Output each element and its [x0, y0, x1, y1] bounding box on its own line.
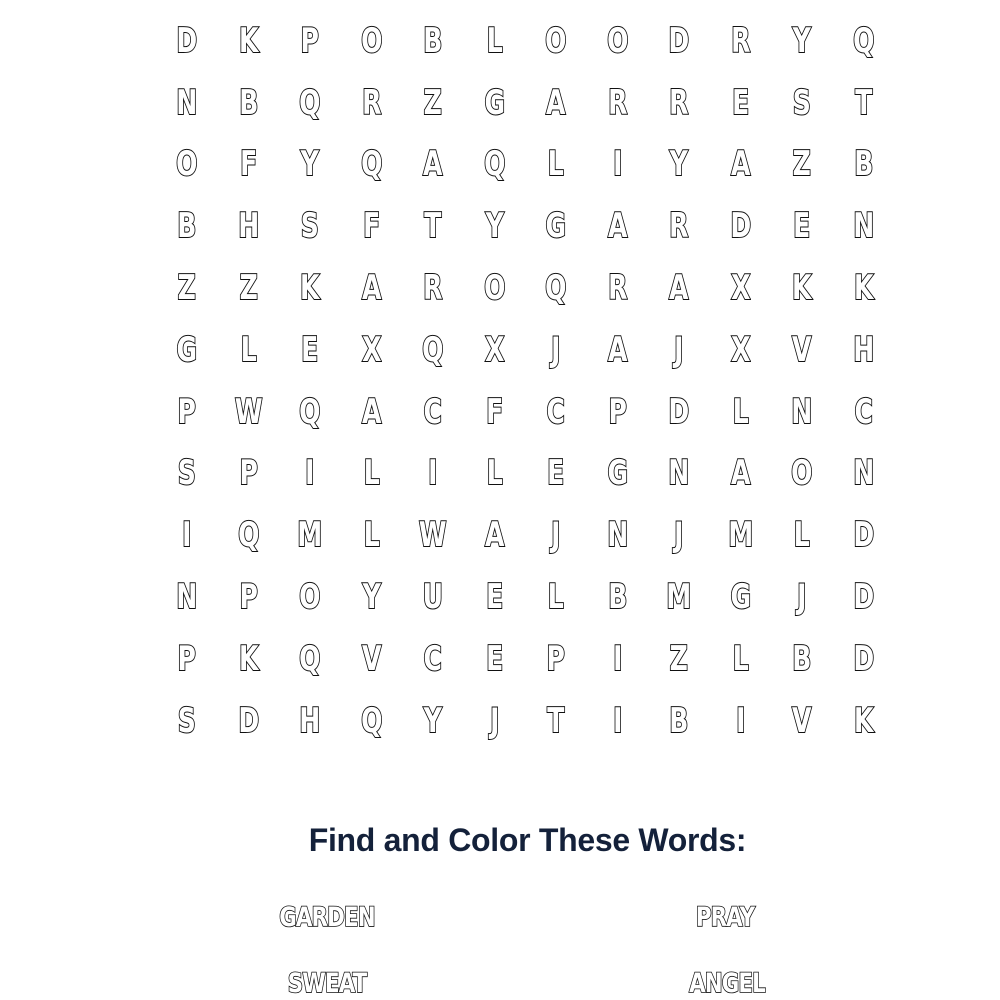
grid-cell[interactable]: D [852, 515, 874, 556]
grid-cell[interactable]: Q [299, 82, 321, 123]
grid-cell[interactable]: I [182, 515, 192, 556]
grid-cell[interactable]: L [363, 453, 380, 494]
grid-cell[interactable]: M [297, 515, 323, 556]
grid-cell[interactable]: K [238, 20, 258, 61]
grid-cell[interactable]: E [547, 453, 565, 494]
grid-cell[interactable]: L [486, 453, 503, 494]
grid-cell[interactable]: D [729, 206, 751, 247]
grid-cell[interactable]: I [612, 700, 622, 741]
grid-cell[interactable]: Q [422, 329, 444, 370]
grid-cell[interactable]: O [176, 144, 198, 185]
grid-cell[interactable]: P [546, 638, 565, 679]
grid-cell[interactable]: B [238, 82, 258, 123]
grid-cell[interactable]: Z [177, 268, 196, 309]
grid-cell[interactable]: L [547, 577, 564, 618]
grid-cell[interactable]: P [239, 453, 258, 494]
grid-cell[interactable]: D [237, 700, 259, 741]
grid-cell[interactable]: P [300, 20, 319, 61]
grid-cell[interactable]: J [551, 329, 561, 370]
grid-cell[interactable]: N [176, 577, 198, 618]
grid-cell[interactable]: B [853, 144, 873, 185]
grid-cell[interactable]: D [852, 638, 874, 679]
grid-cell[interactable]: A [730, 453, 750, 494]
grid-cell[interactable]: C [423, 638, 442, 679]
grid-cell[interactable]: T [424, 206, 442, 247]
grid-cell[interactable]: I [305, 453, 315, 494]
word-list-item-sweat: SWEAT [287, 968, 367, 999]
grid-cell[interactable]: R [607, 268, 627, 309]
grid-cell[interactable]: G [729, 577, 751, 618]
grid-cell[interactable]: I [428, 453, 438, 494]
grid-cell[interactable]: C [546, 391, 565, 432]
grid-cell[interactable]: L [486, 20, 503, 61]
grid-cell[interactable]: S [300, 206, 319, 247]
grid-cell[interactable]: F [362, 206, 380, 247]
grid-cell[interactable]: S [792, 82, 811, 123]
grid-cell[interactable]: E [301, 329, 319, 370]
grid-cell[interactable]: J [674, 329, 684, 370]
grid-cell[interactable]: O [545, 20, 567, 61]
grid-cell[interactable]: U [422, 577, 443, 618]
grid-cell[interactable]: G [176, 329, 198, 370]
grid-cell[interactable]: B [177, 206, 197, 247]
grid-cell[interactable]: I [612, 638, 622, 679]
grid-cell[interactable]: Y [362, 577, 381, 618]
grid-cell[interactable]: Z [792, 144, 811, 185]
grid-cell[interactable]: I [612, 144, 622, 185]
grid-cell[interactable]: K [853, 700, 873, 741]
grid-cell[interactable]: N [791, 391, 813, 432]
grid-cell[interactable]: D [176, 20, 198, 61]
grid-cell[interactable]: Z [423, 82, 442, 123]
grid-cell[interactable]: R [423, 268, 443, 309]
grid-cell[interactable]: A [423, 144, 443, 185]
grid-cell[interactable]: E [485, 577, 503, 618]
grid-cell[interactable]: V [792, 329, 812, 370]
grid-cell[interactable]: C [854, 391, 873, 432]
grid-cell[interactable]: Q [360, 144, 382, 185]
grid-cell[interactable]: X [730, 268, 750, 309]
grid-cell[interactable]: A [361, 268, 381, 309]
grid-cell[interactable]: O [360, 20, 382, 61]
grid-cell[interactable]: R [730, 20, 750, 61]
word-list-item-angel: ANGEL [689, 968, 765, 999]
grid-cell[interactable]: Y [669, 144, 688, 185]
grid-cell[interactable]: N [176, 82, 198, 123]
grid-cell[interactable]: L [240, 329, 257, 370]
grid-cell[interactable]: D [668, 20, 690, 61]
grid-cell[interactable]: Y [300, 144, 319, 185]
grid-cell[interactable]: A [730, 144, 750, 185]
grid-cell[interactable]: Q [483, 144, 505, 185]
word-list-item-garden: GARDEN [279, 902, 375, 933]
grid-cell[interactable]: O [791, 453, 813, 494]
grid-cell[interactable]: N [852, 453, 874, 494]
grid-cell[interactable]: P [608, 391, 627, 432]
grid-cell[interactable]: A [546, 82, 566, 123]
grid-cell[interactable]: Q [545, 268, 567, 309]
grid-cell[interactable]: D [852, 577, 874, 618]
grid-cell[interactable]: M [727, 515, 753, 556]
grid-cell[interactable]: B [607, 577, 627, 618]
grid-cell[interactable]: F [485, 391, 503, 432]
word-list-heading: Find and Color These Words: [308, 822, 747, 858]
grid-cell[interactable]: R [669, 82, 689, 123]
grid-cell[interactable]: S [177, 453, 196, 494]
grid-cell[interactable]: T [547, 700, 565, 741]
grid-cell[interactable]: Q [299, 638, 321, 679]
grid-cell[interactable]: G [483, 82, 505, 123]
grid-cell[interactable]: Y [485, 206, 504, 247]
grid-cell[interactable]: X [730, 329, 750, 370]
grid-cell[interactable]: J [797, 577, 807, 618]
grid-cell[interactable]: J [551, 515, 561, 556]
grid-cell[interactable]: L [732, 391, 749, 432]
grid-cell[interactable]: L [363, 515, 380, 556]
grid-cell[interactable]: R [361, 82, 381, 123]
grid-cell[interactable]: X [361, 329, 381, 370]
grid-cell[interactable]: Y [792, 20, 811, 61]
grid-cell[interactable]: A [607, 206, 627, 247]
grid-cell[interactable]: H [237, 206, 259, 247]
grid-cell[interactable]: Z [239, 268, 258, 309]
grid-cell[interactable]: M [666, 577, 692, 618]
grid-cell[interactable]: W [418, 515, 447, 556]
grid-cell[interactable]: A [484, 515, 504, 556]
grid-cell[interactable]: K [853, 268, 873, 309]
grid-cell[interactable]: L [732, 638, 749, 679]
grid-cell[interactable]: X [484, 329, 504, 370]
grid-cell[interactable]: H [852, 329, 874, 370]
grid-cell[interactable]: B [423, 20, 443, 61]
grid-cell[interactable]: C [423, 391, 442, 432]
grid-cell[interactable]: Q [299, 391, 321, 432]
grid-cell[interactable]: F [239, 144, 257, 185]
grid-cell[interactable]: R [669, 206, 689, 247]
grid-cell[interactable]: O [483, 268, 505, 309]
grid-cell[interactable]: N [668, 453, 690, 494]
grid-cell[interactable]: J [489, 700, 499, 741]
grid-cell[interactable]: O [606, 20, 628, 61]
grid-cell[interactable]: I [735, 700, 745, 741]
grid-cell[interactable]: N [852, 206, 874, 247]
grid-cell[interactable]: E [731, 82, 749, 123]
grid-cell[interactable]: Q [237, 515, 259, 556]
grid-cell[interactable]: D [668, 391, 690, 432]
grid-cell[interactable]: L [547, 144, 564, 185]
grid-cell[interactable]: W [234, 391, 263, 432]
grid-cell[interactable]: A [607, 329, 627, 370]
letter-grid [156, 10, 894, 752]
grid-cell[interactable]: R [607, 82, 627, 123]
grid-cell[interactable]: K [792, 268, 812, 309]
grid-cell[interactable]: K [300, 268, 320, 309]
grid-cell[interactable]: Z [669, 638, 688, 679]
grid-cell[interactable]: H [299, 700, 321, 741]
grid-cell[interactable]: E [485, 638, 503, 679]
grid-cell[interactable]: P [239, 577, 258, 618]
grid-cell[interactable]: A [669, 268, 689, 309]
grid-cell[interactable]: V [361, 638, 381, 679]
grid-cell[interactable]: G [545, 206, 567, 247]
grid-cell[interactable]: V [792, 700, 812, 741]
grid-cell[interactable]: Y [423, 700, 442, 741]
grid-cell[interactable]: Q [360, 700, 382, 741]
grid-cell[interactable]: B [792, 638, 812, 679]
grid-cell[interactable]: K [238, 638, 258, 679]
grid-cell[interactable]: B [669, 700, 689, 741]
grid-cell[interactable]: G [606, 453, 628, 494]
grid-cell[interactable]: O [299, 577, 321, 618]
word-list-item-pray: PRAY [695, 902, 755, 933]
grid-cell[interactable]: P [177, 391, 196, 432]
grid-cell[interactable]: P [177, 638, 196, 679]
grid-cell[interactable]: Q [852, 20, 874, 61]
grid-cell[interactable]: E [793, 206, 811, 247]
grid-cell[interactable]: J [674, 515, 684, 556]
grid-cell[interactable]: A [361, 391, 381, 432]
grid-cell[interactable]: S [177, 700, 196, 741]
grid-cell[interactable]: L [793, 515, 810, 556]
grid-cell[interactable]: T [854, 82, 872, 123]
grid-cell[interactable]: N [606, 515, 628, 556]
